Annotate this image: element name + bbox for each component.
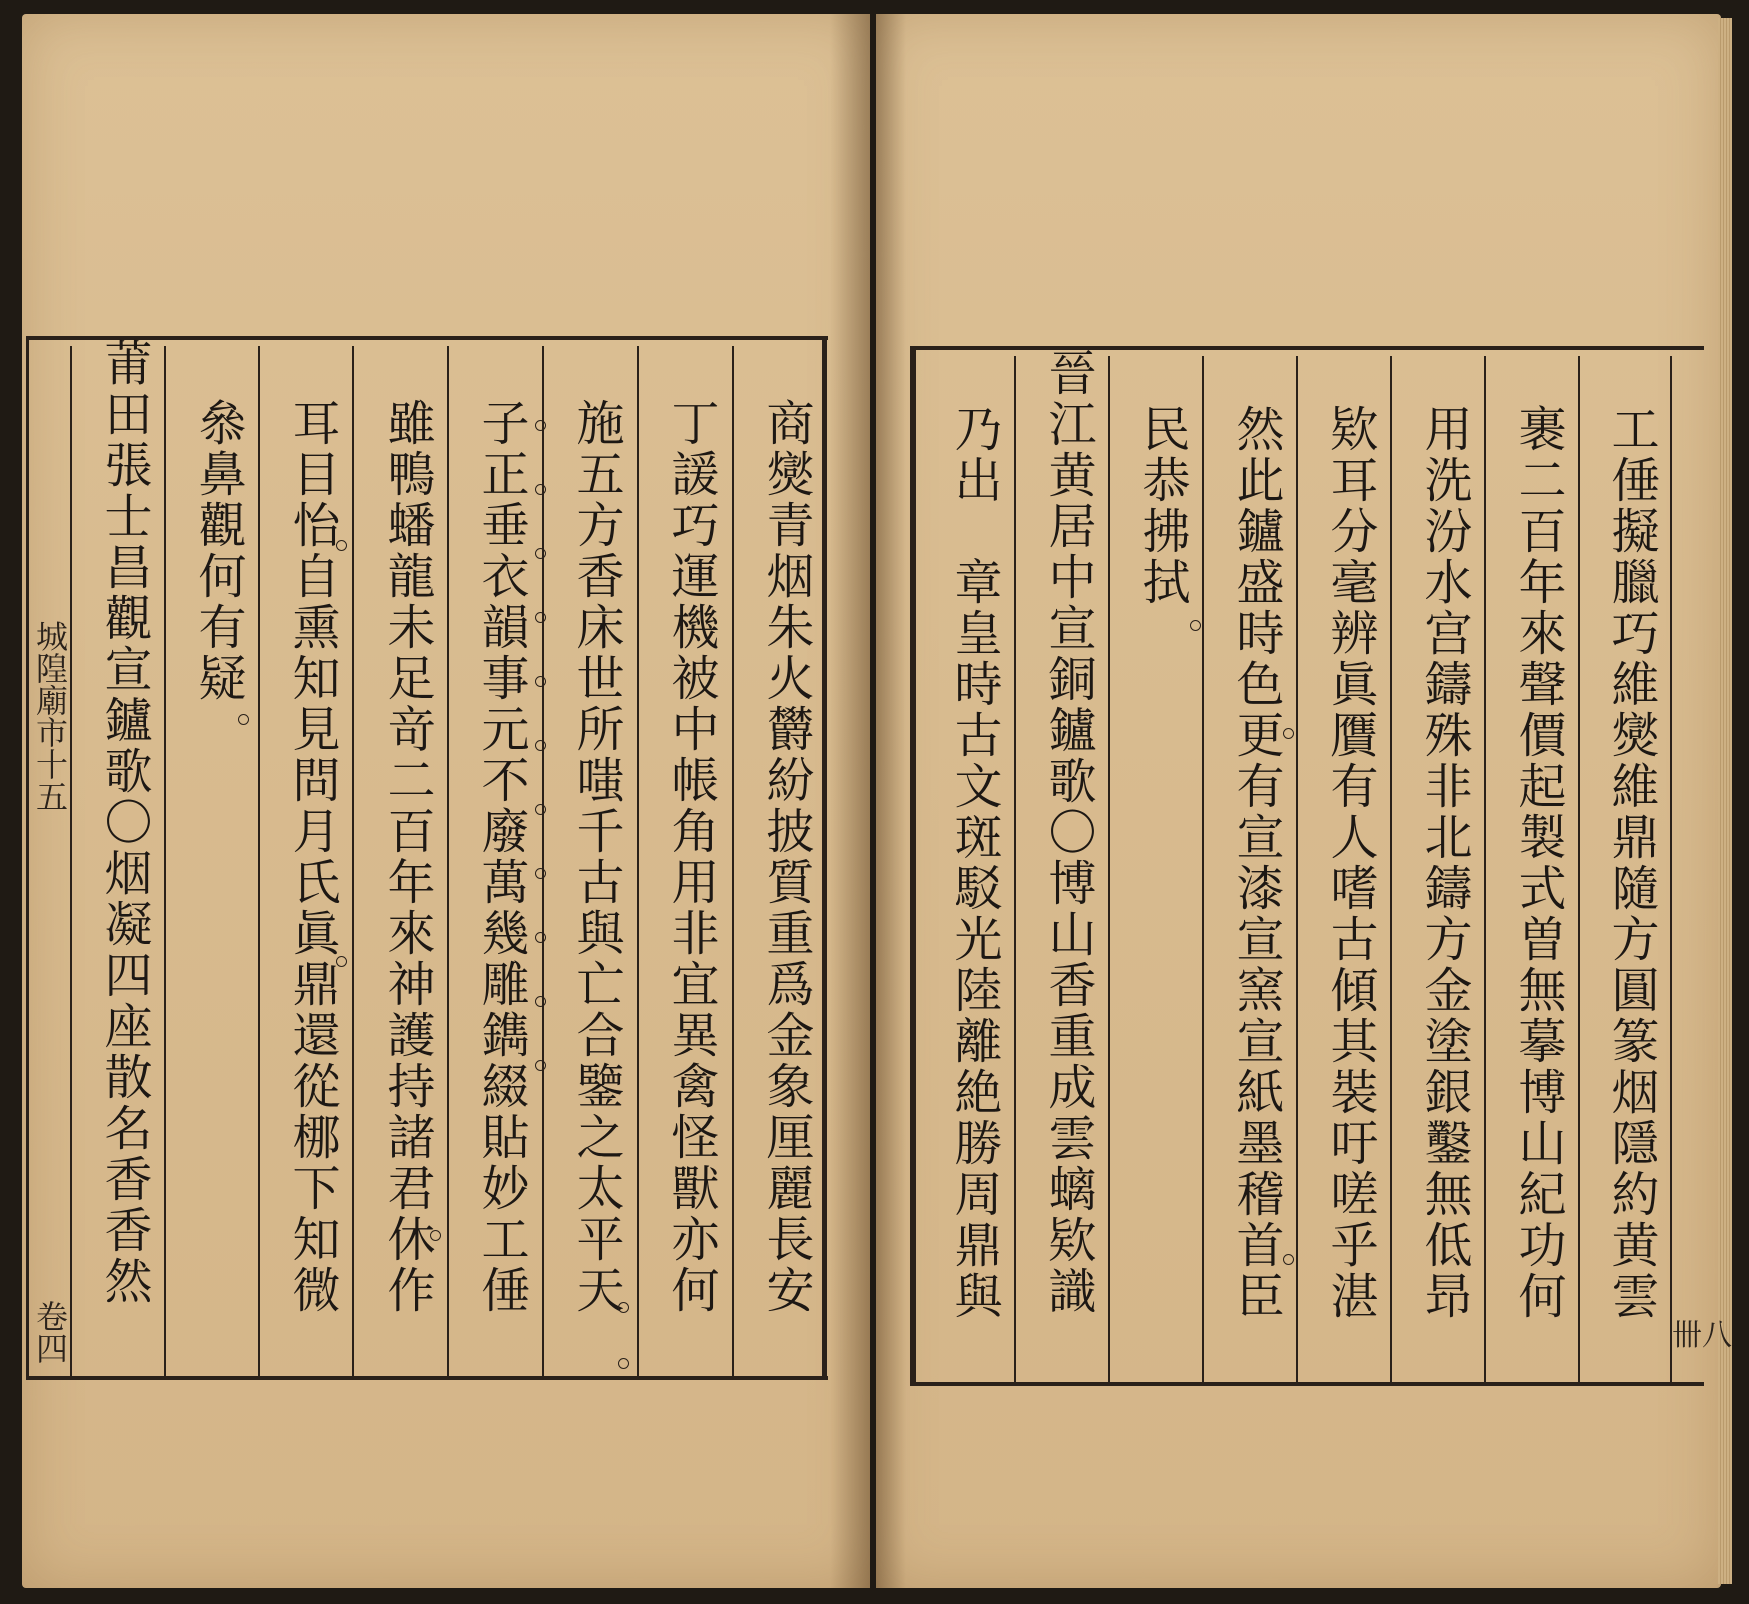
text-column: 耳目怡自熏知見問月氏眞鼎還從梛下知微 bbox=[284, 398, 340, 1316]
text-column: 丁諼巧運機被中帳角用非宜異禽怪獸亦何 bbox=[663, 398, 719, 1316]
left-column-divider bbox=[70, 346, 72, 1376]
left-column-divider bbox=[352, 346, 354, 1376]
right-column-divider bbox=[1670, 356, 1672, 1382]
left-bottom-border bbox=[26, 1376, 828, 1380]
text-column: 莆田張士昌觀宣鑪歌〇烟凝四座散名香香然 bbox=[96, 338, 152, 1307]
right-spine-border bbox=[910, 346, 916, 1386]
punctuation-circle bbox=[535, 804, 546, 815]
punctuation-circle bbox=[618, 1302, 629, 1313]
right-column-divider bbox=[1108, 356, 1110, 1382]
punctuation-circle bbox=[1190, 620, 1201, 631]
left-column-divider bbox=[258, 346, 260, 1376]
right-column-divider bbox=[1484, 356, 1486, 1382]
left-column-divider bbox=[164, 346, 166, 1376]
punctuation-circle bbox=[535, 1060, 546, 1071]
right-column-divider bbox=[1390, 356, 1392, 1382]
text-column: 雖鴨蟠龍未足竒二百年來神護持諸君休作 bbox=[379, 398, 435, 1316]
punctuation-circle bbox=[1283, 1254, 1294, 1265]
punctuation-circle bbox=[535, 932, 546, 943]
text-column: 晉江黄居中宣銅鑪歌〇博山香重成雲螭欵識 bbox=[1040, 348, 1096, 1317]
text-column: 民恭拂拭 bbox=[1134, 404, 1190, 608]
punctuation-circle bbox=[336, 540, 347, 551]
text-column: 工倕擬臘巧維爕維鼎隨方圓篆烟隱約黄雲 bbox=[1603, 404, 1659, 1322]
margin-volume: 卷四 bbox=[31, 1300, 69, 1364]
text-column: 乃出 章皇時古文斑駁光陸離絶勝周鼎與 bbox=[946, 404, 1002, 1322]
text-column: 用洗汾水宫鑄殊非北鑄方金塗銀鑿無低昻 bbox=[1416, 404, 1472, 1322]
text-column: 叅鼻觀何有疑 bbox=[190, 398, 246, 704]
punctuation-circle bbox=[535, 676, 546, 687]
page-number: 卌八 bbox=[1672, 1318, 1732, 1353]
right-column-divider bbox=[1202, 356, 1204, 1382]
left-column-divider bbox=[732, 346, 734, 1376]
text-column: 裹二百年來聲價起製式曽無摹博山紀功何 bbox=[1510, 404, 1566, 1322]
punctuation-circle bbox=[535, 996, 546, 1007]
punctuation-circle bbox=[535, 420, 546, 431]
right-bottom-border bbox=[914, 1382, 1704, 1386]
left-column-divider bbox=[447, 346, 449, 1376]
text-column: 商爕青烟朱火欝紛披質重爲金象厘麗長安 bbox=[758, 398, 814, 1316]
punctuation-circle bbox=[618, 1358, 629, 1369]
punctuation-circle bbox=[535, 612, 546, 623]
text-column: 子正垂衣韻事元不廢萬幾雕鐫綴貼妙工倕 bbox=[473, 398, 529, 1316]
punctuation-circle bbox=[535, 548, 546, 559]
punctuation-circle bbox=[336, 956, 347, 967]
punctuation-circle bbox=[1283, 728, 1294, 739]
margin-title: 城隍廟市十五 bbox=[31, 620, 69, 812]
right-column-divider bbox=[1296, 356, 1298, 1382]
text-column: 然此鑪盛時色更有宣漆宣窯宣紙墨稽首臣 bbox=[1228, 404, 1284, 1322]
punctuation-circle bbox=[430, 1230, 441, 1241]
left-spine-border bbox=[822, 336, 827, 1380]
right-column-divider bbox=[1578, 356, 1580, 1382]
text-column: 施五方香床世所嗤千古與亡合鑒之太平天 bbox=[568, 398, 624, 1316]
left-column-divider bbox=[542, 346, 544, 1376]
punctuation-circle bbox=[238, 714, 249, 725]
left-outer-border bbox=[26, 336, 29, 1380]
text-column: 欵耳分毫辨眞贋有人嗜古傾其裝吁嗟乎湛 bbox=[1322, 404, 1378, 1322]
punctuation-circle bbox=[535, 868, 546, 879]
punctuation-circle bbox=[535, 484, 546, 495]
left-column-divider bbox=[637, 346, 639, 1376]
punctuation-circle bbox=[535, 740, 546, 751]
right-column-divider bbox=[1014, 356, 1016, 1382]
